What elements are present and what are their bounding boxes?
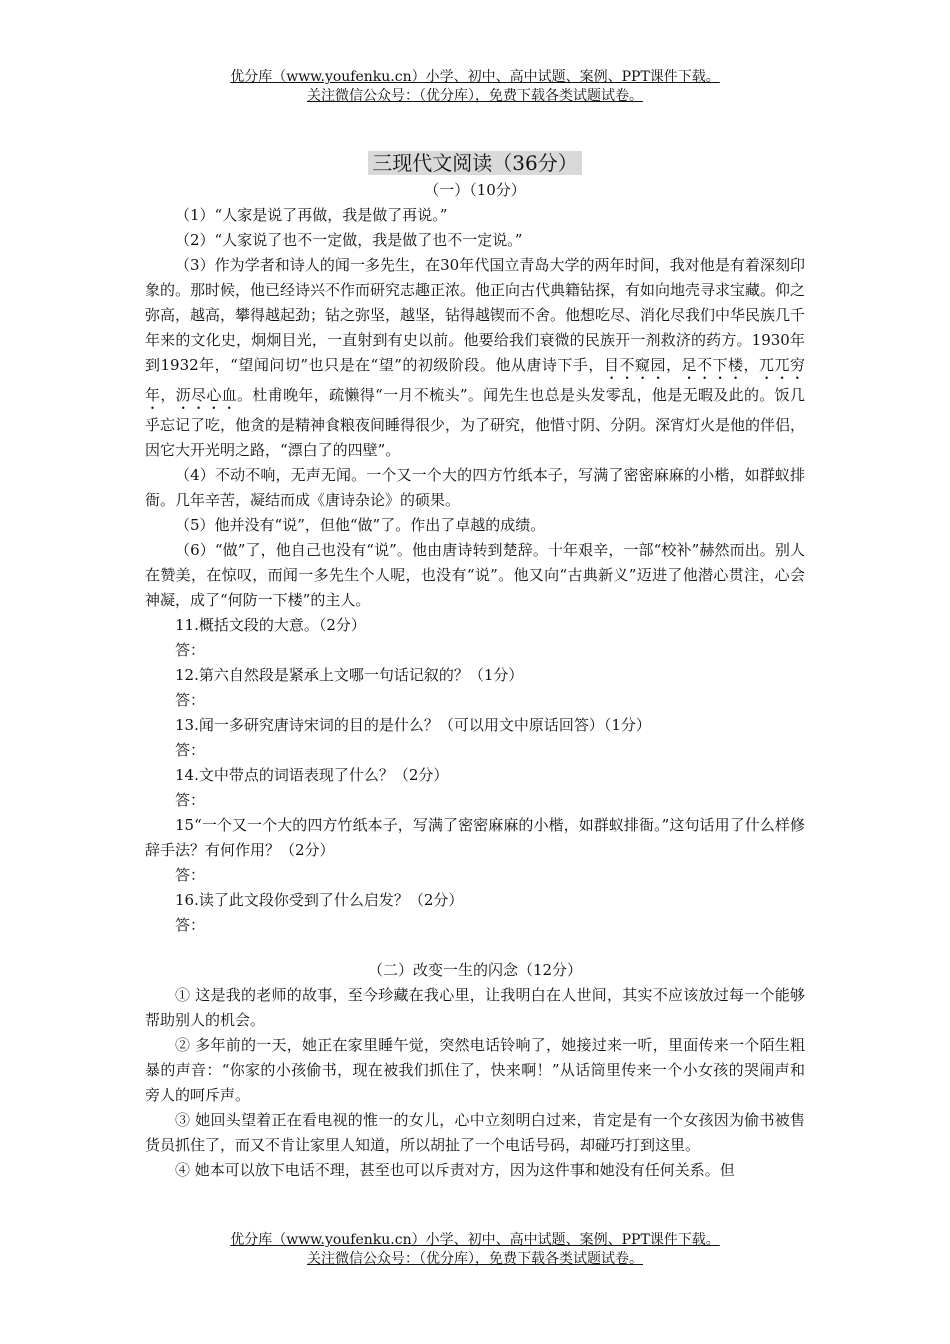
footer-line-1[interactable]: 优分库（www.youfenku.cn）小学、初中、高中试题、案例、PPT课件下载。 <box>230 1232 720 1248</box>
paragraph-3-tail: 。杜甫晚年，疏懒得“一月不梳头”。闻先生也总是头发零乱，他是无暇及此的。饭几乎忘记了吃，他贪的是精神食粮夜间睡得很少，为了研究，他惜寸阴、分阴。深宵灯火是他的伴侣，因它大开光明之路，“漂白了的四壁”。 <box>145 386 806 459</box>
paragraph-3-head: （3）作为学者和诗人的闻一多先生，在30年代国立青岛大学的两年时间，我对他是有着深刻印象的。那时候，他已经诗兴不作而研究志趣正浓。他正向古代典籍钻探，有如向地壳寻求宝藏。仰之弥高，越高，攀得越起劲；钻之弥坚，越坚，钻得越锲而不舍。他想吃尽、消化尽我们中华民族几千年来的文化史，炯炯目光，一直射到有史以前。他要给我们衰微的民族开一剂救济的药方。1930年到1932年，“望闻问切”也只是在“望”的初级阶段。他从唐诗下手， <box>145 256 806 374</box>
dotted-phrase: 目不窥园，足不下楼，兀兀穷年，沥尽心血 <box>145 356 805 404</box>
paragraph-4: （4）不动不响，无声无闻。一个又一个大的四方竹纸本子，写满了密密麻麻的小楷，如群蚁排衙。几年辛苦，凝结而成《唐诗杂论》的硕果。 <box>145 466 805 509</box>
answer-line: 答： <box>175 691 206 709</box>
header-line-1[interactable]: 优分库（www.youfenku.cn）小学、初中、高中试题、案例、PPT课件下载。 <box>230 69 720 85</box>
paragraph-1: （1）“人家是说了再做，我是做了再说。” <box>175 206 448 224</box>
question-14: 14.文中带点的词语表现了什么？（2分） <box>175 766 449 784</box>
answer-line: 答： <box>175 741 206 759</box>
paragraph-5: （5）他并没有“说”，但他“做”了。作出了卓越的成绩。 <box>175 516 546 534</box>
story-paragraph-2: ② 多年前的一天，她正在家里睡午觉，突然电话铃响了，她接过来一听，里面传来一个陌生粗暴的声音：“你家的小孩偷书，现在被我们抓住了，快来啊！”从话筒里传来一个小女孩的哭闹声和旁人的呵斥声。 <box>145 1036 805 1104</box>
question-13: 13.闻一多研究唐诗宋词的目的是什么？（可以用文中原话回答）（1分） <box>175 716 651 734</box>
question-11: 11.概括文段的大意。（2分） <box>175 616 366 634</box>
page-footer <box>0 1231 950 1269</box>
answer-line: 答： <box>175 791 206 809</box>
paragraph-6: （6）“做”了，他自己也没有“说”。他由唐诗转到楚辞。十年艰辛，一部“校补”赫然而出。别人在赞美，在惊叹，而闻一多先生个人呢，也没有“说”。他又向“古典新义”迈进了他潜心贯注，心会神凝，成了“何防一下楼”的主人。 <box>145 541 805 609</box>
story-paragraph-3: ③ 她回头望着正在看电视的惟一的女儿，心中立刻明白过来，肯定是有一个女孩因为偷书被售货员抓住了，而又不肯让家里人知道，所以胡扯了一个电话号码，却碰巧打到这里。 <box>145 1111 805 1154</box>
header-line-2[interactable]: 关注微信公众号：（优分库），免费下载各类试题试卷。 <box>307 88 643 104</box>
question-15: 15“一个又一个大的四方竹纸本子，写满了密密麻麻的小楷，如群蚁排衙。”这句话用了什么样修辞手法？有何作用？（2分） <box>145 816 805 859</box>
document-body <box>145 150 805 1183</box>
question-16: 16.读了此文段你受到了什么启发？（2分） <box>175 891 464 909</box>
section-title: 三现代文阅读（36分） <box>145 150 805 178</box>
spacer <box>145 938 805 958</box>
part1-title: （一）（10分） <box>424 181 526 199</box>
answer-line: 答： <box>175 641 206 659</box>
story-paragraph-1: ① 这是我的老师的故事，至今珍藏在我心里，让我明白在人世间，其实不应该放过每一个能够帮助别人的机会。 <box>145 986 805 1029</box>
footer-line-2[interactable]: 关注微信公众号：（优分库），免费下载各类试题试卷。 <box>307 1251 643 1267</box>
part2-title: （二）改变一生的闪念（12分） <box>367 961 583 979</box>
page-header <box>0 68 950 106</box>
story-paragraph-4: ④ 她本可以放下电话不理，甚至也可以斥责对方，因为这件事和她没有任何关系。但 <box>175 1161 735 1179</box>
answer-line: 答： <box>175 866 206 884</box>
paragraph-2: （2）“人家说了也不一定做，我是做了也不一定说。” <box>175 231 523 249</box>
answer-line: 答： <box>175 916 206 934</box>
question-12: 12.第六自然段是紧承上文哪一句话记叙的？（1分） <box>175 666 524 684</box>
paragraph-3 <box>145 253 805 463</box>
